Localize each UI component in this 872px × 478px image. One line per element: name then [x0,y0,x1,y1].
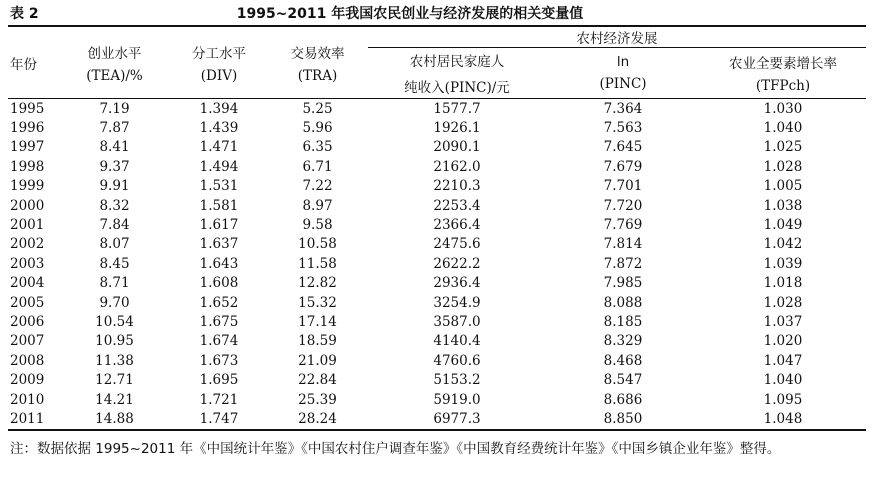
cell-ln-pinc: 8.185 [603,313,643,330]
cell-pinc: 2210.3 [433,178,481,195]
cell-tra: 7.22 [302,178,333,195]
cell-pinc: 1926.1 [433,120,481,137]
cell-ln-pinc: 7.985 [603,275,643,292]
cell-div: 1.581 [199,197,239,214]
cell-tfpch: 1.038 [763,197,803,214]
cell-tea: 7.87 [99,120,130,137]
cell-year: 2001 [10,217,45,234]
table-row [8,254,866,273]
table-row [8,118,866,137]
cell-tfpch: 1.030 [763,100,803,117]
cell-div: 1.494 [199,158,239,175]
cell-tfpch: 1.047 [763,352,803,369]
cell-ln-pinc: 7.701 [603,178,643,195]
table-row [8,390,866,409]
cell-tfpch: 1.005 [763,178,803,195]
table-row [8,215,866,234]
cell-year: 1995 [10,100,45,117]
header-ln [546,48,700,99]
cell-div: 1.695 [199,372,239,389]
cell-tra: 15.32 [298,294,337,311]
cell-ln-pinc: 8.468 [603,352,643,369]
cell-ln-pinc: 7.769 [603,217,643,234]
table-row [8,332,866,351]
cell-tfpch: 1.040 [763,120,803,137]
cell-year: 1996 [10,120,45,137]
cell-tfpch: 1.020 [763,333,803,350]
cell-year: 1998 [10,158,45,175]
cell-tra: 17.14 [298,313,337,330]
cell-tra: 8.97 [302,197,333,214]
table-row [8,138,866,157]
header-div-label: 分工水平 [192,45,246,62]
cell-ln-pinc: 8.329 [603,333,643,350]
cell-tra: 22.84 [298,372,337,389]
header-tfp-line2: (TFPch) [755,78,811,94]
header-tea-label: 创业水平 [87,45,142,62]
cell-tea: 7.84 [99,217,130,234]
cell-tea: 10.54 [95,313,134,330]
cell-div: 1.674 [199,333,239,350]
cell-ln-pinc: 8.547 [603,372,643,389]
header-pinc-line2: 纯收入(PINC)/元 [404,80,510,96]
cell-div: 1.471 [199,139,239,156]
cell-year: 2011 [10,410,45,427]
cell-tra: 18.59 [298,333,337,350]
table-row [8,235,866,254]
cell-pinc: 2090.1 [433,139,481,156]
cell-tea: 8.07 [99,236,130,253]
cell-ln-pinc: 7.814 [603,236,643,253]
table-row [8,274,866,293]
cell-div: 1.673 [199,352,239,369]
cell-year: 2009 [10,372,45,389]
cell-year: 2006 [10,313,45,330]
cell-div: 1.637 [199,236,239,253]
cell-tra: 11.58 [298,255,337,272]
cell-year: 2010 [10,391,45,408]
cell-div: 1.439 [199,120,239,137]
cell-tra: 10.58 [298,236,337,253]
cell-tea: 8.45 [99,255,130,272]
cell-div: 1.608 [199,275,239,292]
cell-pinc: 2622.2 [433,255,481,272]
cell-year: 2004 [10,275,45,292]
cell-ln-pinc: 7.364 [603,100,643,117]
cell-pinc: 4140.4 [433,333,481,350]
table-row [8,157,866,176]
cell-tea: 8.71 [99,275,130,292]
cell-tea: 14.21 [95,391,134,408]
cell-tra: 28.24 [298,410,337,427]
cell-year: 2008 [10,352,45,369]
cell-tra: 25.39 [298,391,337,408]
cell-tea: 9.70 [99,294,130,311]
cell-div: 1.721 [199,391,239,408]
cell-tea: 12.71 [95,372,134,389]
cell-pinc: 5153.2 [433,372,481,389]
cell-tea: 14.88 [95,410,134,427]
table-row [8,409,866,429]
table-title: 1995~2011 年我国农民创业与经济发展的相关变量值 [236,6,584,22]
cell-ln-pinc: 8.686 [603,391,643,408]
header-pinc-line1: 农村居民家庭人 [409,54,505,70]
cell-tra: 5.96 [302,120,333,137]
cell-div: 1.675 [199,313,239,330]
cell-tra: 12.82 [298,275,337,292]
cell-tra: 21.09 [298,352,337,369]
header-group-rural-economy: 农村经济发展 [368,26,866,48]
table-caption [0,0,872,24]
header-tfp-line1: 农业全要素增长率 [729,56,837,72]
cell-year: 2000 [10,197,45,214]
cell-ln-pinc: 7.563 [603,120,643,137]
cell-tra: 6.71 [302,158,333,175]
header-year: 年份 [10,56,37,73]
cell-pinc: 2162.0 [433,158,481,175]
cell-pinc: 3587.0 [433,313,481,330]
cell-tfpch: 1.025 [763,139,803,156]
cell-ln-pinc: 8.088 [603,294,643,311]
cell-pinc: 1577.7 [433,100,481,117]
cell-tfpch: 1.028 [763,158,803,175]
cell-year: 2002 [10,236,45,253]
cell-tfpch: 1.039 [763,255,803,272]
cell-tra: 9.58 [302,217,333,234]
header-ln-line1: ln [616,54,630,70]
table-body [8,99,866,430]
table-row [8,293,866,312]
cell-year: 2003 [10,255,45,272]
cell-pinc: 2475.6 [433,236,481,253]
table-row [8,312,866,331]
cell-ln-pinc: 7.872 [603,255,643,272]
cell-pinc: 3254.9 [433,294,481,311]
header-ln-line2: (PINC) [599,76,647,92]
cell-year: 2007 [10,333,45,350]
cell-pinc: 2936.4 [433,275,481,292]
header-tfp [700,48,866,99]
cell-tfpch: 1.095 [763,391,803,408]
header-pinc [368,48,546,99]
cell-tfpch: 1.048 [763,410,803,427]
cell-tfpch: 1.028 [763,294,803,311]
cell-tea: 8.41 [99,139,130,156]
header-tra-unit: (TRA) [297,67,338,84]
table-row [8,177,866,196]
cell-div: 1.617 [199,217,239,234]
cell-ln-pinc: 7.645 [603,139,643,156]
data-table [8,25,866,431]
cell-tra: 5.25 [302,100,333,117]
header-div [171,26,267,99]
cell-tea: 10.95 [95,333,134,350]
cell-pinc: 5919.0 [433,391,481,408]
cell-tea: 9.91 [99,178,130,195]
header-row-top [8,26,866,48]
cell-tra: 6.35 [302,139,333,156]
cell-pinc: 2366.4 [433,217,481,234]
table-row [8,196,866,215]
table-row [8,351,866,370]
cell-div: 1.531 [199,178,239,195]
table-row [8,99,866,119]
cell-div: 1.652 [199,294,239,311]
cell-div: 1.394 [199,100,239,117]
header-tra [267,26,368,99]
cell-tfpch: 1.018 [763,275,803,292]
header-tra-label: 交易效率 [290,45,345,62]
table-note: 注：数据依据 1995~2011 年《中国统计年鉴》《中国农村住户调查年鉴》《中国教育经费统计年鉴》《中国乡镇企业年鉴》整得。 [10,441,781,457]
cell-ln-pinc: 7.679 [603,158,643,175]
cell-tea: 9.37 [99,158,130,175]
cell-tfpch: 1.037 [763,313,803,330]
cell-ln-pinc: 8.850 [603,410,643,427]
cell-year: 1999 [10,178,45,195]
cell-tea: 11.38 [95,352,134,369]
header-tea [58,26,171,99]
cell-pinc: 4760.6 [433,352,481,369]
cell-tea: 8.32 [99,197,130,214]
cell-pinc: 6977.3 [433,410,481,427]
cell-div: 1.747 [199,410,239,427]
cell-tfpch: 1.040 [763,372,803,389]
cell-div: 1.643 [199,255,239,272]
cell-year: 1997 [10,139,45,156]
table-label: 表 2 [10,6,39,22]
header-div-unit: (DIV) [200,67,238,84]
cell-ln-pinc: 7.720 [603,197,643,214]
cell-year: 2005 [10,294,45,311]
header-tea-unit: (TEA)/% [86,67,143,84]
cell-tea: 7.19 [99,100,130,117]
table-row [8,370,866,389]
cell-tfpch: 1.042 [763,236,803,253]
cell-tfpch: 1.049 [763,217,803,234]
cell-pinc: 2253.4 [433,197,481,214]
